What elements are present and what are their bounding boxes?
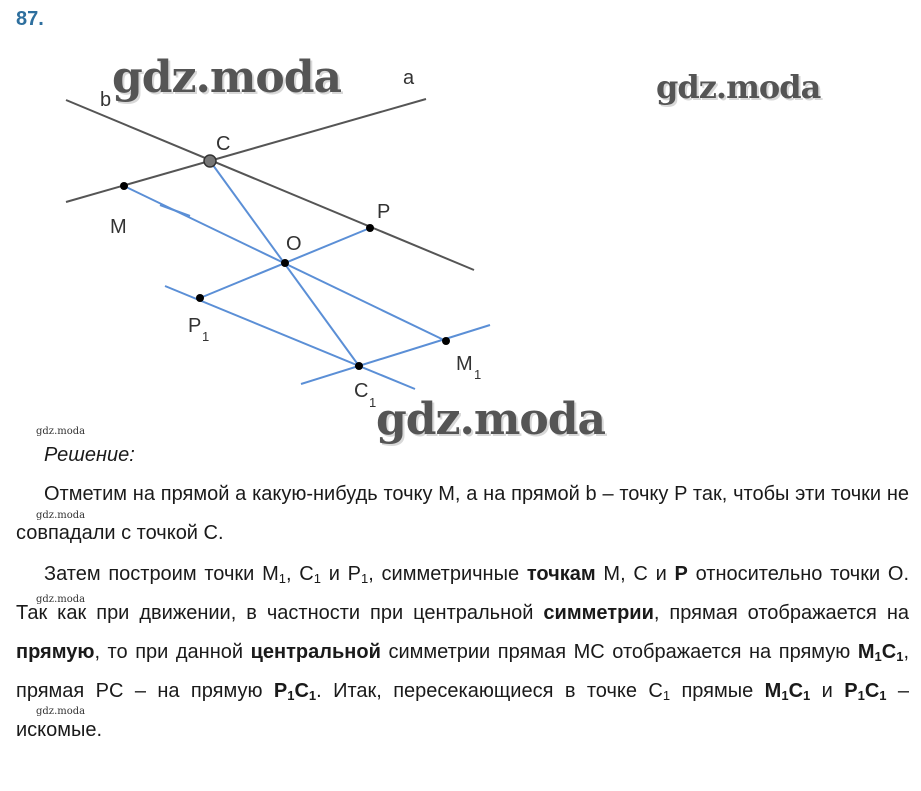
text-run: P <box>273 680 288 702</box>
text-run: . Итак, пересекающиеся в точке C <box>316 680 663 702</box>
label-p1-sub: 1 <box>202 329 210 344</box>
bold-line-p1c1 <box>274 680 316 702</box>
point-o <box>281 259 289 267</box>
solution-paragraph-2 <box>16 555 909 750</box>
subscript: 1 <box>781 688 789 703</box>
watermark-small-3: gdz.moda <box>36 594 86 605</box>
text-run: , прямая PC – на прямую <box>16 641 910 702</box>
subscript: 1 <box>874 649 882 664</box>
label-c1: C <box>354 380 369 402</box>
solution-paragraph-1 <box>16 475 909 553</box>
text-run: Затем построим точки M <box>44 563 279 585</box>
watermark-large-2: gdz.moda <box>656 68 821 106</box>
point-c <box>204 155 216 167</box>
watermark-small-1: gdz.moda <box>36 426 86 437</box>
label-m1: M <box>456 353 473 375</box>
point-p1 <box>196 294 204 302</box>
label-p1: P <box>188 315 202 337</box>
short-mark <box>160 205 190 216</box>
watermark-small-4: gdz.moda <box>36 706 86 717</box>
point-p <box>366 224 374 232</box>
text-run: – искомые. <box>16 680 910 741</box>
text-run: относительно точки O. Так как при движении, в частности при центральной <box>16 563 910 624</box>
bold-term: прямую <box>16 641 95 663</box>
label-line-b: b <box>100 89 112 111</box>
text-run: прямые <box>670 680 765 702</box>
text-run: C <box>788 680 804 702</box>
label-c: C <box>216 133 231 155</box>
subscript: 1 <box>857 688 865 703</box>
solution-heading: Решение: <box>44 444 135 466</box>
label-o: O <box>286 233 302 255</box>
bold-term: симметрии <box>543 602 654 624</box>
point-c1 <box>355 362 363 370</box>
label-c1-sub: 1 <box>369 395 377 410</box>
point-m <box>120 182 128 190</box>
label-m1-sub: 1 <box>474 367 482 382</box>
bold-line-m1c1 <box>765 680 811 702</box>
watermark-large-3: gdz.moda <box>376 394 606 445</box>
paragraph-1-text: Отметим на прямой a какую-нибудь точку M, а на прямой b – точку P так, чтобы эти точки не совпадали с точкой C. <box>16 483 909 544</box>
watermark-large-1: gdz.moda <box>112 52 342 103</box>
text-run: P <box>844 680 858 702</box>
label-line-a: a <box>403 67 415 89</box>
text-run: и <box>810 680 845 702</box>
subscript: 1 <box>287 688 295 703</box>
text-run: M <box>857 641 875 663</box>
text-run: C <box>881 641 897 663</box>
text-run: M <box>764 680 782 702</box>
text-run: C <box>294 680 309 702</box>
subscript: 1 <box>879 688 887 703</box>
text-run: , то при данной <box>94 641 251 663</box>
text-run: , симметричные <box>368 563 527 585</box>
bold-term: точкам <box>526 563 596 585</box>
line-a <box>66 99 426 202</box>
subscript: 1 <box>308 688 317 703</box>
subscript: 1 <box>313 571 321 586</box>
text-run: , C <box>285 563 314 585</box>
subscript: 1 <box>662 688 671 703</box>
subscript: 1 <box>896 649 904 664</box>
bold-term: центральной <box>250 641 381 663</box>
bold-term: P <box>674 563 688 585</box>
watermark-small-2: gdz.moda <box>36 510 86 521</box>
text-run: C <box>864 680 880 702</box>
text-run: симметрии прямая MC отображается на прямую <box>380 641 858 663</box>
subscript: 1 <box>803 688 811 703</box>
bold-line-p1c1 <box>844 680 886 702</box>
subscript: 1 <box>278 571 286 586</box>
label-p: P <box>377 201 391 223</box>
text-run: M, C и <box>595 563 675 585</box>
text-run: , прямая отображается на <box>653 602 910 624</box>
bold-line-m1c1 <box>858 641 904 663</box>
label-m: M <box>110 216 127 238</box>
point-m1 <box>442 337 450 345</box>
task-number: 87. <box>16 8 44 30</box>
subscript: 1 <box>361 571 369 586</box>
text-run: и P <box>320 563 361 585</box>
